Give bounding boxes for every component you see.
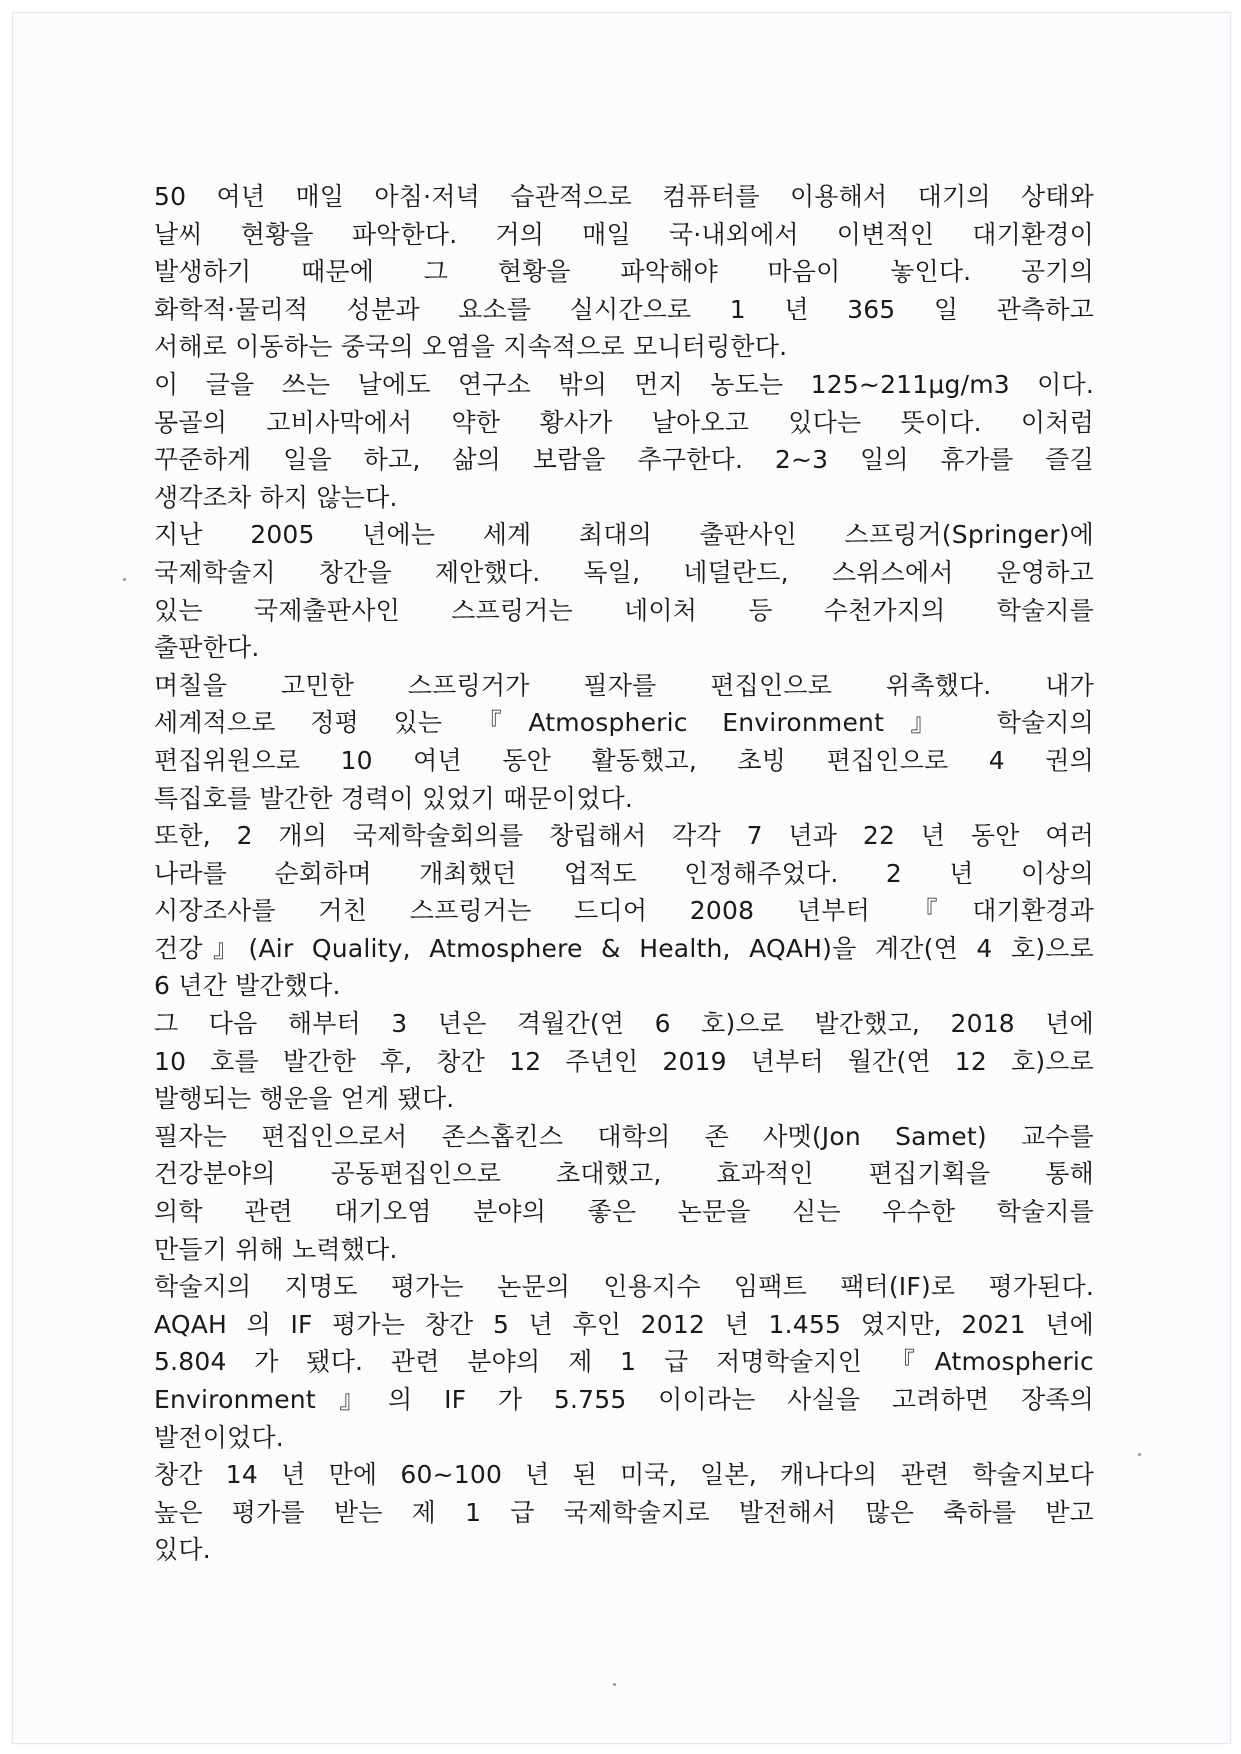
text-line: 발행되는 행운을 얻게 됐다. xyxy=(154,1084,455,1114)
scan-speck xyxy=(123,578,126,581)
text-line: 있는 국제출판사인 스프링거는 네이처 등 수천가지의 학술지를 xyxy=(154,595,1094,625)
scan-speck xyxy=(613,1683,616,1686)
text-line: 이 글을 쓰는 날에도 연구소 밖의 먼지 농도는 125~211μg/m3 이다. xyxy=(154,369,1094,399)
text-line: 있다. xyxy=(154,1535,211,1565)
text-line: 지난 2005 년에는 세계 최대의 출판사인 스프링거(Springer)에 xyxy=(154,520,1094,550)
text-line: 10 호를 발간한 후, 창간 12 주년인 2019 년부터 월간(연 12 호)으로 xyxy=(154,1046,1094,1076)
text-line: 만들기 위해 노력했다. xyxy=(154,1234,398,1264)
text-line: 꾸준하게 일을 하고, 삶의 보람을 추구한다. 2~3 일의 휴가를 즐길 xyxy=(154,445,1094,475)
paragraph xyxy=(154,1268,1094,1456)
text-line: 나라를 순회하며 개최했던 업적도 인정해주었다. 2 년 이상의 xyxy=(154,858,1094,888)
text-line: 창간 14 년 만에 60~100 년 된 미국, 일본, 캐나다의 관련 학술지보다 xyxy=(154,1460,1094,1490)
text-line: 시장조사를 거친 스프링거는 드디어 2008 년부터 『대기환경과 xyxy=(154,896,1094,926)
text-line: 높은 평가를 받는 제 1 급 국제학술지로 발전해서 많은 축하를 받고 xyxy=(154,1497,1094,1527)
text-line: 필자는 편집인으로서 존스홉킨스 대학의 존 사멧(Jon Samet) 교수를 xyxy=(154,1121,1094,1151)
text-line: 학술지의 지명도 평가는 논문의 인용지수 임팩트 팩터(IF)로 평가된다. xyxy=(154,1272,1094,1302)
text-line: 6 년간 발간했다. xyxy=(154,971,341,1001)
text-line: 몽골의 고비사막에서 약한 황사가 날아오고 있다는 뜻이다. 이처럼 xyxy=(154,407,1094,437)
text-line: 날씨 현황을 파악한다. 거의 매일 국·내외에서 이변적인 대기환경이 xyxy=(154,219,1094,249)
paragraph xyxy=(154,366,1094,516)
paragraph xyxy=(154,667,1094,817)
text-line: 국제학술지 창간을 제안했다. 독일, 네덜란드, 스위스에서 운영하고 xyxy=(154,557,1094,587)
text-line: 편집위원으로 10 여년 동안 활동했고, 초빙 편집인으로 4 권의 xyxy=(154,745,1094,775)
text-line: AQAH 의 IF 평가는 창간 5 년 후인 2012 년 1.455 였지만, 2021 년에 xyxy=(154,1309,1094,1339)
text-line: 출판한다. xyxy=(154,633,260,663)
text-line: Environment』의 IF 가 5.755 이이라는 사실을 고려하면 장족의 xyxy=(154,1385,1094,1414)
text-line: 건강』(Air Quality, Atmosphere & Health, AQAH)을 계간(연 4 호)으로 xyxy=(154,933,1094,963)
text-line: 발전이었다. xyxy=(154,1422,284,1452)
text-line: 50 여년 매일 아침·저녁 습관적으로 컴퓨터를 이용해서 대기의 상태와 xyxy=(154,182,1094,211)
text-line: 건강분야의 공동편집인으로 초대했고, 효과적인 편집기획을 통해 xyxy=(154,1159,1094,1189)
text-line: 화학적·물리적 성분과 요소를 실시간으로 1 년 365 일 관측하고 xyxy=(154,294,1094,324)
text-line: 그 다음 해부터 3 년은 격월간(연 6 호)으로 발간했고, 2018 년에 xyxy=(154,1009,1094,1039)
text-line: 세계적으로 정평 있는 『Atmospheric Environment』 학술지의 xyxy=(154,708,1094,738)
text-line: 또한, 2 개의 국제학술회의를 창립해서 각각 7 년과 22 년 동안 여러 xyxy=(154,821,1094,851)
text-line: 의학 관련 대기오염 분야의 좋은 논문을 싣는 우수한 학술지를 xyxy=(154,1197,1094,1227)
scan-speck xyxy=(1138,1453,1141,1456)
document-body xyxy=(154,178,1094,1569)
text-line: 5.804 가 됐다. 관련 분야의 제 1 급 저명학술지인 『Atmospheric xyxy=(154,1347,1094,1377)
paragraph xyxy=(154,178,1094,366)
paragraph xyxy=(154,1118,1094,1268)
paragraph xyxy=(154,516,1094,666)
paragraph xyxy=(154,817,1094,1005)
text-line: 서해로 이동하는 중국의 오염을 지속적으로 모니터링한다. xyxy=(154,332,788,362)
text-line: 며칠을 고민한 스프링거가 필자를 편집인으로 위촉했다. 내가 xyxy=(154,670,1094,700)
paragraph xyxy=(154,1005,1094,1118)
text-line: 생각조차 하지 않는다. xyxy=(154,482,398,512)
text-line: 발생하기 때문에 그 현황을 파악해야 마음이 놓인다. 공기의 xyxy=(154,257,1094,287)
text-line: 특집호를 발간한 경력이 있었기 때문이었다. xyxy=(154,783,634,813)
paragraph xyxy=(154,1456,1094,1569)
